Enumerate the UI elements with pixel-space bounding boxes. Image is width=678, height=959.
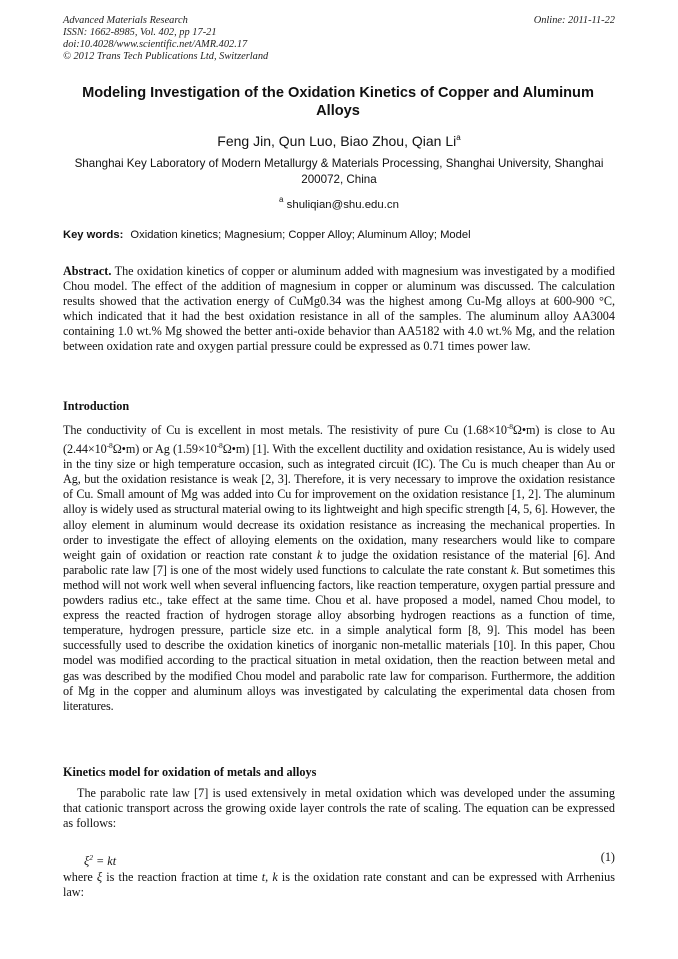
- eq-rhs: = kt: [92, 854, 117, 868]
- intro-text-3: Ω•m) or Ag (1.59×10: [112, 442, 217, 457]
- exponent-2: -8: [106, 441, 113, 451]
- doi-line[interactable]: doi:10.4028/www.scientific.net/AMR.402.17: [63, 39, 248, 50]
- author-list: [63, 129, 615, 150]
- copyright-line: © 2012 Trans Tech Publications Ltd, Switzerland: [63, 51, 269, 62]
- online-date: Online: 2011-11-22: [533, 15, 615, 26]
- kinetics-heading: Kinetics model for oxidation of metals and alloys: [63, 765, 317, 779]
- symbol-xi: ξ: [96, 870, 103, 884]
- intro-text-2: Ω•m) is close to Au (2.44×10: [63, 423, 616, 457]
- issn-line: ISSN: 1662-8985, Vol. 402, pp 17-21: [63, 27, 217, 38]
- paper-title: Modeling Investigation of the Oxidation Kinetics of Copper and Aluminum Alloys: [82, 85, 594, 119]
- exponent-1: -8: [506, 422, 513, 431]
- expl-text-2: is the reaction fraction at time: [102, 870, 262, 884]
- equation-1: [84, 850, 615, 869]
- intro-text-6: . But sometimes this method will not work well when several influencing factors, like reaction temperature, oxygen partial pressure and powders radius etc., take effect at the same time. Chou et al. have proposed a model, named Chou model, to express the reacted fraction of hydrogen storage alloy absorbing hydrogen reactions as a function of time, temperature, hydrogen pressure, particle size etc. in a simple analytical form [8, 9]. This model has been successfully used to describe the oxidation kinetics of inorganic non-metallic materials [10]. In this paper, Chou model was modified according to the practical situation in metal oxidation, then the reaction between metal and gas was described by the modified Chou model and parabolic rate law for comparison. Furthermore, the addition of Mg in the copper and aluminum alloys was investigated by calculating the experimental data chosen from literatures.: [63, 562, 615, 713]
- symbol-t: t: [261, 870, 266, 884]
- email-affil-mark: a: [279, 195, 284, 204]
- expl-text-1: where: [63, 870, 97, 884]
- abstract-paragraph: [63, 264, 615, 355]
- introduction-heading: Introduction: [63, 399, 130, 413]
- abstract-label: Abstract.: [63, 264, 112, 278]
- journal-name: Advanced Materials Research: [63, 15, 188, 26]
- journal-header: [63, 15, 615, 63]
- author-affil-mark: a: [456, 133, 461, 142]
- keywords-text: Oxidation kinetics; Magnesium; Copper Alloy; Aluminum Alloy; Model: [130, 229, 471, 241]
- expl-text-4: is the oxidation rate constant and can be expressed with Arrhenius law:: [63, 870, 616, 900]
- email-address[interactable]: shuliqian@shu.edu.cn: [286, 199, 399, 211]
- intro-text-1: The conductivity of Cu is excellent in most metals. The resistivity of pure Cu (1.68×10: [63, 423, 507, 437]
- intro-text-5: to judge the oxidation resistance of the material [6]. And parabolic rate law [7] is one of the most widely used functions to calculate the rate constant: [63, 547, 615, 577]
- eq-xi: ξ: [84, 854, 90, 868]
- symbol-k: k: [272, 870, 278, 884]
- equation-explanation: [63, 870, 615, 900]
- intro-text-4: Ω•m) [1]. With the excellent ductility and oxidation resistance, Au is widely used in the tiny size or high temperature occasion, such as integrated circuit (IC). The Cu is much cheaper than Au or Ag, but the oxidation resistance is weak [2, 3]. Therefore, it is very necessary to improve the oxidation resistance of Cu. Small amount of Mg was added into Cu for improvement on the oxidation resistance [1, 2]. The aluminum alloy is widely used as structural material owing to its lightweight and high specific strength [4, 5, 6]. However, the alloy element in aluminum would decrease its oxidation resistance as increasing the mechanical properties. In order to investigate the effect of alloying elements on the oxidation, many researchers would like to compare weight gain of oxidation or reaction rate constant: [63, 442, 615, 562]
- keywords-line: [63, 228, 615, 242]
- introduction-paragraph: [63, 419, 615, 714]
- exponent-3: -8: [216, 441, 223, 451]
- equation-number: (1): [600, 850, 615, 864]
- abstract-text: The oxidation kinetics of copper or aluminum added with magnesium was investigated by a modified Chou model. The effect of the addition of magnesium in copper or aluminum was discussed. The calculation results showed that the activation energy of CuMg0.34 was the highest among Cu-Mg alloys at 600-900 °C, which indicated that it had the best oxidation resistance in all of the samples. The aluminum alloy AA3004 containing 1.0 wt.% Mg showed the better anti-oxide behavior than AA5182 with 4.0 wt.% Mg, and the relation between oxidation rate and oxygen partial pressure could be expressed as 0.71 times power law.: [63, 264, 615, 354]
- authors-text: Feng Jin, Qun Luo, Biao Zhou, Qian Li: [217, 133, 457, 149]
- keywords-label: Key words:: [63, 229, 124, 241]
- expl-text-3: ,: [265, 870, 273, 884]
- eq-power: 2: [89, 853, 93, 862]
- author-email: [63, 193, 615, 212]
- affiliation: Shanghai Key Laboratory of Modern Metallurgy & Materials Processing, Shanghai University, Shanghai 200072, China: [74, 157, 604, 186]
- symbol-k: k: [316, 547, 323, 562]
- kinetics-paragraph: The parabolic rate law [7] is used extensively in metal oxidation which was developed under the assuming that cationic transport across the growing oxide layer controls the rate of scaling. The equation can be expressed as follows:: [63, 786, 615, 831]
- symbol-k: k: [510, 562, 517, 577]
